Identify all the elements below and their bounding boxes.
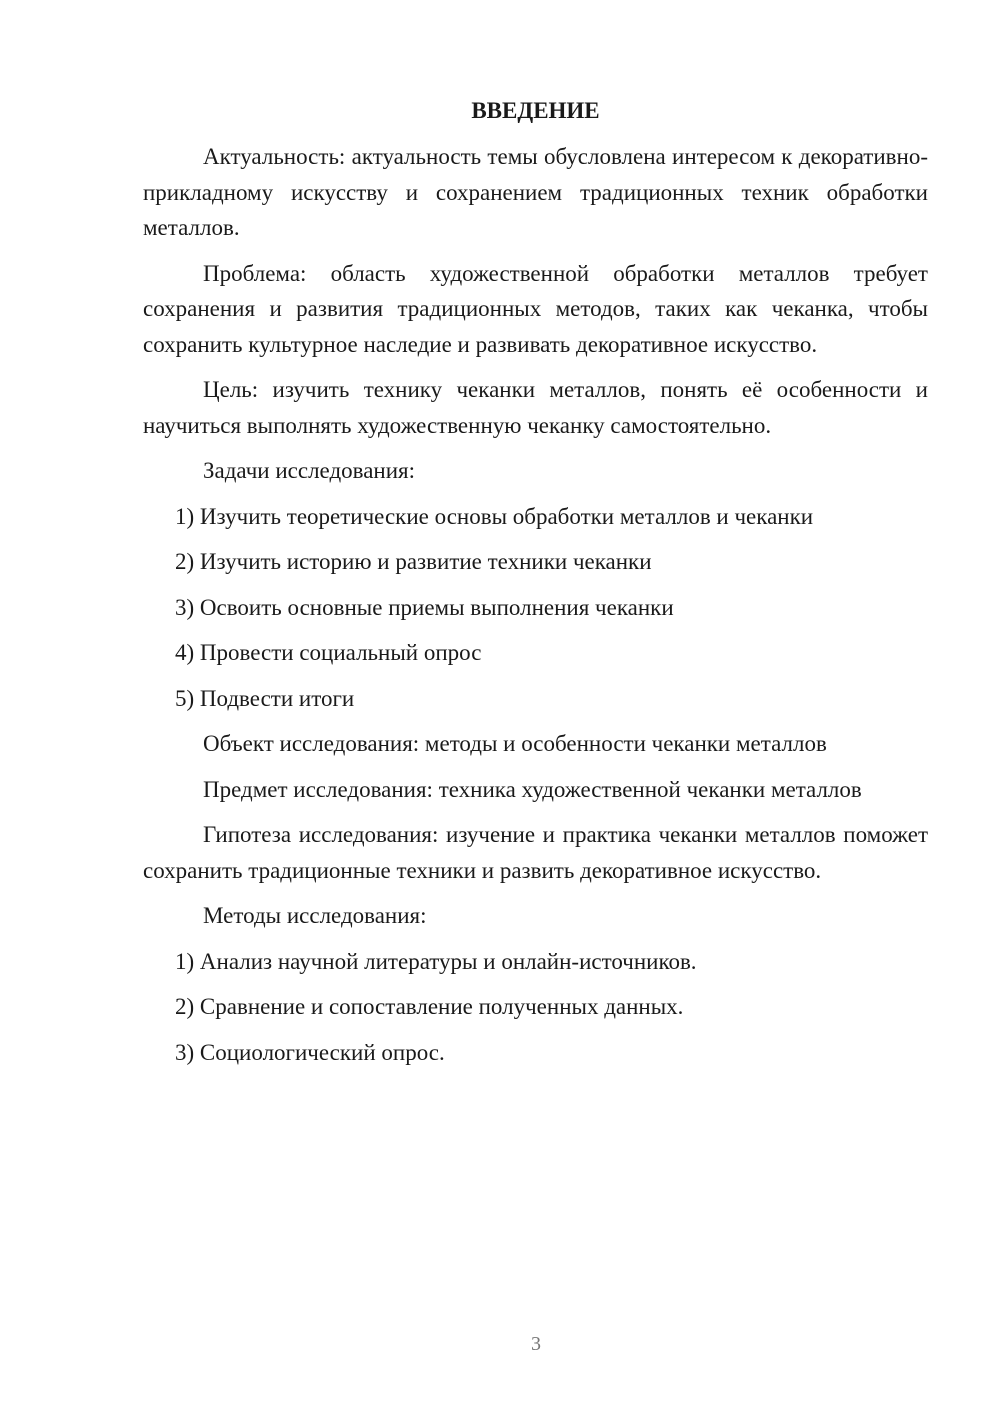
task-item: 4) Провести социальный опрос — [175, 640, 482, 665]
task-item: 2) Изучить историю и развитие техники чеканки — [175, 549, 652, 574]
task-item: 3) Освоить основные приемы выполнения чеканки — [175, 594, 674, 620]
relevance-paragraph: Актуальность: актуальность темы обусловлена интересом к декоративно-прикладному искусству и сохранением традиционных техник обработки металлов. — [143, 144, 928, 240]
methods-heading: Методы исследования: — [203, 903, 427, 928]
page-content — [143, 93, 928, 1080]
method-item: 1) Анализ научной литературы и онлайн-источников. — [175, 948, 697, 974]
task-item: 1) Изучить теоретические основы обработки металлов и чеканки — [175, 503, 814, 529]
section-title: ВВЕДЕНИЕ — [471, 98, 600, 123]
subject-line: Предмет исследования: техника художественной чеканки металлов — [203, 776, 862, 802]
page-number: 3 — [531, 1333, 541, 1355]
task-item: 5) Подвести итоги — [175, 685, 355, 711]
goal-paragraph: Цель: изучить технику чеканки металлов, понять её особенности и научиться выполнять художественную чеканку самостоятельно. — [143, 377, 928, 438]
method-item: 2) Сравнение и сопоставление полученных данных. — [175, 994, 684, 1019]
problem-paragraph: Проблема: область художественной обработки металлов требует сохранения и развития традиционных методов, таких как чеканка, чтобы сохранить культурное наследие и развивать декоративное искусство. — [143, 260, 928, 357]
object-line: Объект исследования: методы и особенности чеканки металлов — [203, 731, 827, 756]
hypothesis-paragraph: Гипотеза исследования: изучение и практика чеканки металлов поможет сохранить традиционные техники и развить декоративное искусство. — [143, 822, 928, 883]
method-item: 3) Социологический опрос. — [175, 1039, 445, 1065]
tasks-heading: Задачи исследования: — [203, 458, 416, 483]
